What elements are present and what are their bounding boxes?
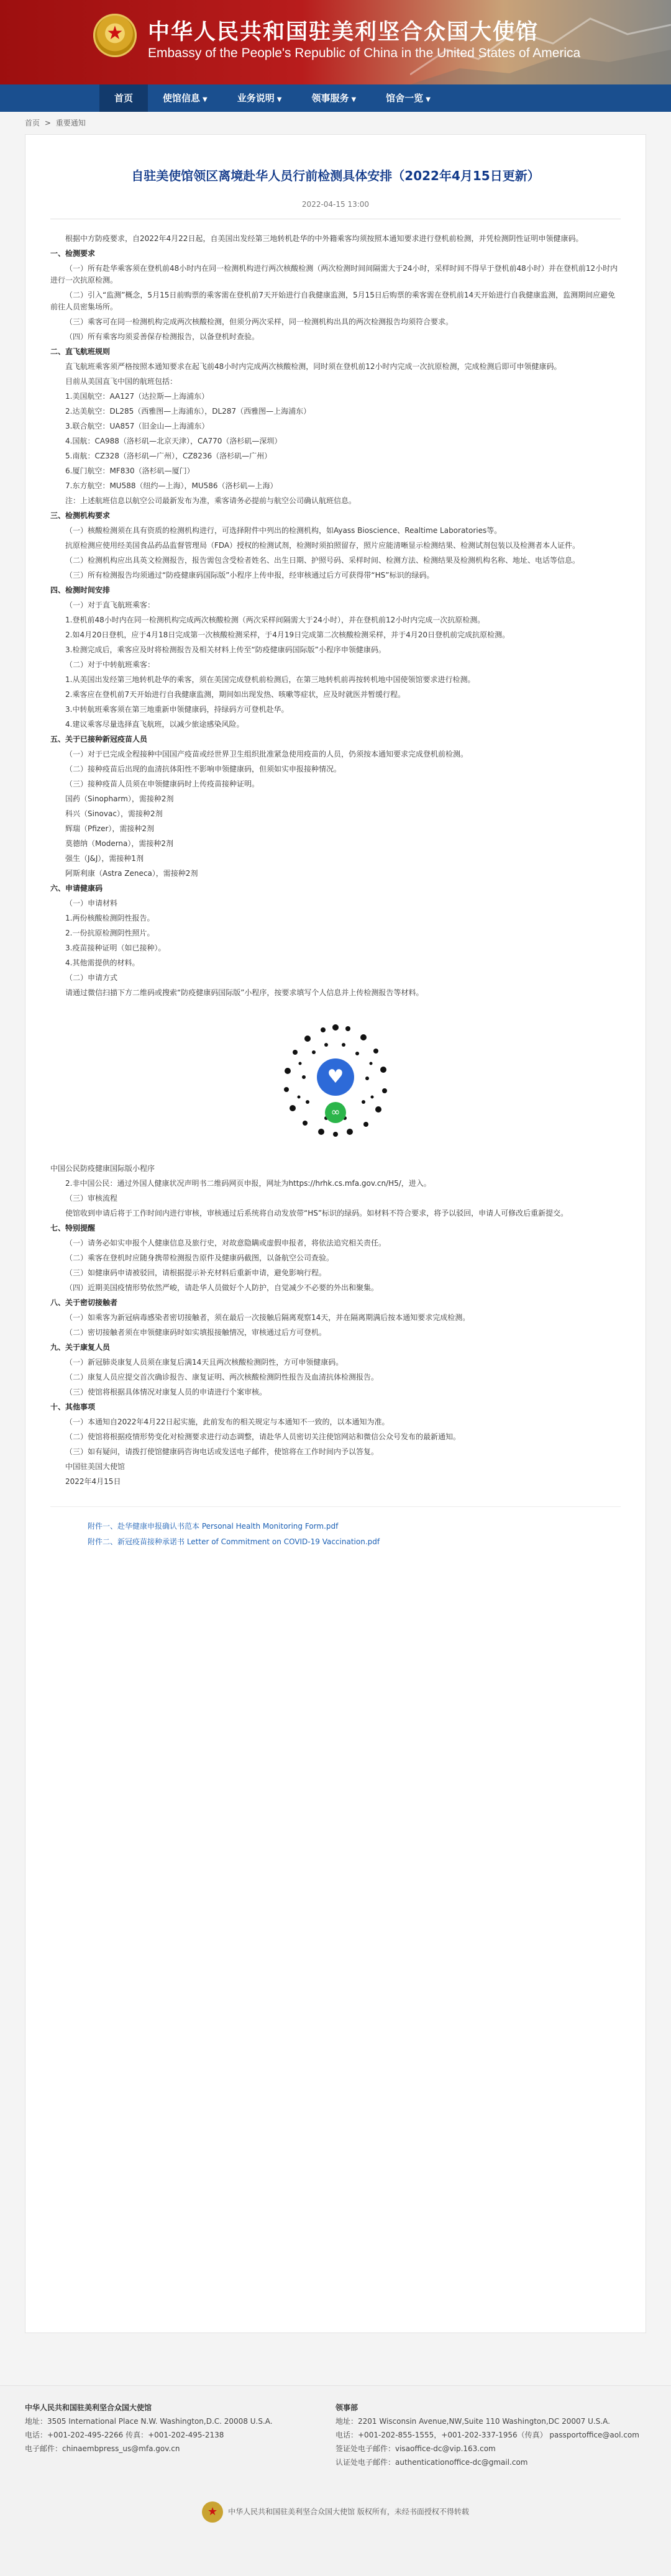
paragraph: 目前从美国直飞中国的航班包括： <box>65 377 178 386</box>
footer-copyright <box>0 2501 671 2523</box>
paragraph: （三）审核流程 <box>65 1194 118 1203</box>
qr-code-section <box>50 1009 621 1152</box>
mini-program-icon: ∞ <box>325 1102 346 1123</box>
section-heading: 七、特别提醒 <box>50 1224 96 1232</box>
section-heading: 二、直飞航班规则 <box>50 347 111 356</box>
paragraph: （二）申请方式 <box>65 973 118 982</box>
article-title: 自驻美使馆领区离境赴华人员行前检测具体安排（2022年4月15日更新） <box>131 168 540 183</box>
paragraph: 4.其他需提供的材料。 <box>65 958 140 967</box>
nav-facilities-label: 馆舍一览 <box>386 93 424 104</box>
breadcrumb <box>25 112 646 134</box>
copyright-text: 中华人民共和国驻美利坚合众国大使馆 版权所有，未经书面授权不得转载 <box>228 2507 469 2516</box>
footer-consular-email[interactable]: 签证处电子邮件：visaoffice-dc@vip.163.com <box>336 2444 496 2453</box>
section-heading: 八、关于密切接触者 <box>50 1298 118 1307</box>
paragraph: （一）请务必如实申报个人健康信息及旅行史，对故意隐瞒或虚假申报者，将依法追究相关责任。 <box>65 1239 386 1247</box>
national-emblem-icon[interactable] <box>93 14 137 57</box>
section-heading: 十、其他事项 <box>50 1403 96 1411</box>
footer-embassy-phone: 电话：+001-202-495-2266 传真：+001-202-495-2138 <box>25 2431 224 2439</box>
paragraph: （三）使馆将根据具体情况对康复人员的申请进行个案审核。 <box>65 1388 267 1396</box>
footer-consular-email2[interactable]: 认证处电子邮件：authenticationoffice-dc@gmail.com <box>336 2458 528 2467</box>
paragraph: （二）对于中转航班乘客： <box>65 660 155 669</box>
article-date: 2022-04-15 13:00 <box>50 200 621 219</box>
paragraph: 3.中转航班乘客须在第三地重新申领健康码，持绿码方可登机赴华。 <box>65 705 289 714</box>
nav-consular[interactable] <box>296 84 371 112</box>
paragraph: （四）近期美国疫情形势依然严峻，请赴华人员做好个人防护，自觉减少不必要的外出和聚集。 <box>65 1283 379 1292</box>
main-nav <box>0 84 671 112</box>
footer-consular-phone: 电话：+001-202-855-1555，+001-202-337-1956（传真） passportoffice@aol.com <box>336 2431 639 2439</box>
nav-business-label: 业务说明 <box>237 93 275 104</box>
section-heading: 九、关于康复人员 <box>50 1343 111 1352</box>
paragraph: 科兴（Sinovac），需接种2剂 <box>65 809 163 818</box>
breadcrumb-current: 重要通知 <box>55 119 86 127</box>
article-body <box>50 233 621 999</box>
chevron-down-icon: ▼ <box>276 96 282 103</box>
paragraph: 抗原检测应使用经美国食品药品监督管理局（FDA）授权的检测试剂，检测时须拍照留存，照片应能清晰显示检测结果、检测试剂包装以及检测者本人证件。 <box>65 541 580 550</box>
qr-caption-block <box>50 1163 621 1175</box>
paragraph: （四）所有乘客均须妥善保存检测报告，以备登机时查验。 <box>65 332 260 341</box>
paragraph: （三）接种疫苗人员须在申领健康码时上传疫苗接种证明。 <box>65 780 260 788</box>
paragraph: （一）对于已完成全程接种中国国产疫苗或经世界卫生组织批准紧急使用疫苗的人员，仍须按本通知要求完成登机前检测。 <box>65 750 468 758</box>
paragraph: 4.建议乘客尽量选择直飞航班，以减少旅途感染风险。 <box>65 720 244 729</box>
footer-embassy-address: 地址：3505 International Place N.W. Washington,D.C. 20008 U.S.A. <box>25 2417 273 2426</box>
paragraph: （二）引入“监测”概念，5月15日前购票的乘客需在登机前7天开始进行自我健康监测，5月15日后购票的乘客需在登机前14天开始进行自我健康监测，监测期间应避免前往人员密集场所。 <box>50 291 616 311</box>
breadcrumb-home[interactable]: 首页 <box>25 119 40 127</box>
paragraph: 2.非中国公民：通过外国人健康状况声明书二维码网页申报，网址为https://hrhk.cs.mfa.gov.cn/H5/，进入。 <box>65 1179 431 1188</box>
nav-home-label: 首页 <box>114 93 134 104</box>
paragraph: 1.从美国出发经第三地转机赴华的乘客，须在美国完成登机前检测后，在第三地转机前再按转机地中国使领馆要求进行检测。 <box>65 675 475 684</box>
nav-consular-label: 领事服务 <box>311 93 349 104</box>
nav-business[interactable] <box>222 84 297 112</box>
paragraph: （一）对于直飞航班乘客： <box>65 601 155 609</box>
nav-embassy-info[interactable] <box>148 84 222 112</box>
paragraph: （三）如健康码申请被驳回，请根据提示补充材料后重新申请，避免影响行程。 <box>65 1268 327 1277</box>
chevron-down-icon: ▼ <box>203 96 208 103</box>
emblem-icon: ★ <box>202 2501 223 2523</box>
paragraph: 莫德纳（Moderna），需接种2剂 <box>65 839 174 848</box>
footer-embassy-info <box>25 2402 336 2470</box>
site-title-cn[interactable]: 中华人民共和国驻美利坚合众国大使馆 <box>148 19 539 45</box>
paragraph: （二）检测机构应出具英文检测报告，报告需包含受检者姓名、出生日期、护照号码、采样时间、检测方法、检测结果及检测机构名称、地址、电话等信息。 <box>65 556 580 565</box>
qr-caption: 中国公民防疫健康国际版小程序 <box>50 1164 155 1173</box>
paragraph: （三）所有检测报告均须通过“防疫健康码国际版”小程序上传申报，经审核通过后方可获得带“HS”标识的绿码。 <box>65 571 434 580</box>
paragraph: 5.南航：CZ328（洛杉矶—广州），CZ8236（洛杉矶—广州） <box>65 452 272 460</box>
section-heading: 四、检测时间安排 <box>50 586 111 594</box>
paragraph: 3.疫苗接种证明（如已接种）。 <box>65 944 166 952</box>
paragraph: （二）接种疫苗后出现的血清抗体阳性不影响申领健康码，但须如实申报接种情况。 <box>65 765 342 773</box>
section-heading: 五、关于已接种新冠疫苗人员 <box>50 735 148 744</box>
article-body-continued <box>50 1178 621 1488</box>
attachment-link[interactable]: 附件二、新冠疫苗接种承诺书 Letter of Commitment on COVID-19 Vaccination.pdf <box>88 1537 380 1546</box>
nav-embassy-info-label: 使馆信息 <box>163 93 201 104</box>
paragraph: 注：上述航班信息以航空公司最新发布为准，乘客请务必提前与航空公司确认航班信息。 <box>65 496 357 505</box>
section-heading: 三、检测机构要求 <box>50 511 111 520</box>
section-heading: 一、检测要求 <box>50 249 96 258</box>
section-heading: 六、申请健康码 <box>50 884 103 893</box>
paragraph: 1.登机前48小时内在同一检测机构完成两次核酸检测（两次采样间隔需大于24小时），并在登机前12小时内完成一次抗原检测。 <box>65 616 485 624</box>
heart-icon: ♥ <box>317 1058 354 1096</box>
paragraph: （二）密切接触者须在申领健康码时如实填报接触情况，审核通过后方可登机。 <box>65 1328 327 1337</box>
paragraph: 强生（J&J），需接种1剂 <box>65 854 144 863</box>
footer-consular-address: 地址：2201 Wisconsin Avenue,NW,Suite 110 Washington,DC 20007 U.S.A. <box>336 2417 610 2426</box>
paragraph: 3.检测完成后，乘客应及时将检测报告及相关材料上传至“防疫健康码国际版”小程序申领健康码。 <box>65 645 386 654</box>
paragraph: 中国驻美国大使馆 <box>65 1462 126 1471</box>
paragraph: （一）所有赴华乘客须在登机前48小时内在同一检测机构进行两次核酸检测（两次检测时间间隔需大于24小时，采样时间不得早于登机前48小时）并在登机前12小时内进行一次抗原检测。 <box>50 264 618 284</box>
paragraph: 国药（Sinopharm），需接种2剂 <box>65 794 174 803</box>
site-footer <box>0 2385 671 2576</box>
health-code-qr[interactable] <box>264 1009 407 1152</box>
paragraph: （一）本通知自2022年4月22日起实施，此前发布的相关规定与本通知不一致的，以本通知为准。 <box>65 1418 390 1426</box>
paragraph: （二）使馆将根据疫情形势变化对检测要求进行动态调整，请赴华人员密切关注使馆网站和微信公众号发布的最新通知。 <box>65 1432 461 1441</box>
paragraph: 2022年4月15日 <box>65 1477 121 1486</box>
paragraph: 辉瑞（Pfizer），需接种2剂 <box>65 824 155 833</box>
paragraph: 2.乘客应在登机前7天开始进行自我健康监测，期间如出现发热、咳嗽等症状，应及时就医并暂缓行程。 <box>65 690 406 699</box>
footer-embassy-email[interactable]: 电子邮件：chinaembpress_us@mfa.gov.cn <box>25 2444 180 2453</box>
paragraph: 根据中方防疫要求，自2022年4月22日起，自美国出发经第三地转机赴华的中外籍乘客均须按照本通知要求进行登机前检测，并凭检测阴性证明申领健康码。 <box>65 234 583 243</box>
paragraph: （一）新冠肺炎康复人员须在康复后满14天且两次核酸检测阴性，方可申领健康码。 <box>65 1358 344 1367</box>
attachment-link[interactable]: 附件一、赴华健康申报确认书范本 Personal Health Monitoring Form.pdf <box>88 1522 339 1531</box>
site-banner <box>0 0 671 84</box>
paragraph: （一）申请材料 <box>65 899 118 908</box>
paragraph: 4.国航：CA988（洛杉矶—北京天津），CA770（洛杉矶—深圳） <box>65 437 282 445</box>
paragraph: （二）康复人员应提交首次确诊报告、康复证明、两次核酸检测阴性报告及血清抗体检测报告。 <box>65 1373 379 1381</box>
chevron-down-icon: ▼ <box>426 96 431 103</box>
paragraph: 阿斯利康（Astra Zeneca），需接种2剂 <box>65 869 198 878</box>
paragraph: 6.厦门航空：MF830（洛杉矶—厦门） <box>65 467 194 475</box>
paragraph: 3.联合航空：UA857（旧金山—上海浦东） <box>65 422 209 430</box>
paragraph: （一）如乘客为新冠病毒感染者密切接触者，须在最后一次接触后隔离观察14天，并在隔离期满后按本通知要求完成检测。 <box>65 1313 470 1322</box>
footer-embassy-title: 中华人民共和国驻美利坚合众国大使馆 <box>25 2403 152 2412</box>
paragraph: 直飞航班乘客须严格按照本通知要求在起飞前48小时内完成两次核酸检测，同时须在登机前12小时内完成一次抗原检测，完成检测后即可申领健康码。 <box>65 362 562 371</box>
site-title-en: Embassy of the People's Republic of China in the United States of America <box>148 46 581 60</box>
paragraph: 1.两份核酸检测阴性报告。 <box>65 914 155 922</box>
paragraph: 请通过微信扫描下方二维码或搜索“防疫健康码国际版”小程序，按要求填写个人信息并上传检测报告等材料。 <box>65 988 424 997</box>
paragraph: 2.一份抗原检测阴性照片。 <box>65 929 155 937</box>
footer-consular-info <box>336 2402 646 2470</box>
attachments <box>50 1506 621 1547</box>
footer-consular-title: 领事部 <box>336 2403 358 2412</box>
paragraph: （三）乘客可在同一检测机构完成两次核酸检测，但须分两次采样，同一检测机构出具的两次检测报告均须符合要求。 <box>65 317 454 326</box>
paragraph: （一）核酸检测须在具有资质的检测机构进行，可选择附件中列出的检测机构，如Ayass Bioscience、Realtime Laboratories等。 <box>65 526 502 535</box>
paragraph: 2.达美航空：DL285（西雅图—上海浦东），DL287（西雅图—上海浦东） <box>65 407 311 416</box>
nav-facilities[interactable] <box>371 84 445 112</box>
paragraph: （三）如有疑问，请拨打使馆健康码咨询电话或发送电子邮件，使馆将在工作时间内予以答复。 <box>65 1447 379 1456</box>
paragraph: 2.如4月20日登机，应于4月18日完成第一次核酸检测采样，于4月19日完成第二次核酸检测采样，并于4月20日登机前完成抗原检测。 <box>65 630 510 639</box>
paragraph: 7.东方航空：MU588（纽约—上海），MU586（洛杉矶—上海） <box>65 481 278 490</box>
chevron-down-icon: ▼ <box>351 96 357 103</box>
paragraph: （二）乘客在登机时应随身携带检测报告原件及健康码截图，以备航空公司查验。 <box>65 1254 334 1262</box>
paragraph: 使馆收到申请后将于工作时间内进行审核，审核通过后系统将自动发放带“HS”标识的绿码。如材料不符合要求，将予以驳回，申请人可修改后重新提交。 <box>65 1209 568 1217</box>
breadcrumb-separator: > <box>44 119 51 127</box>
paragraph: 1.美国航空：AA127（达拉斯—上海浦东） <box>65 392 209 401</box>
article-container <box>25 134 646 2333</box>
nav-home[interactable] <box>99 84 148 112</box>
